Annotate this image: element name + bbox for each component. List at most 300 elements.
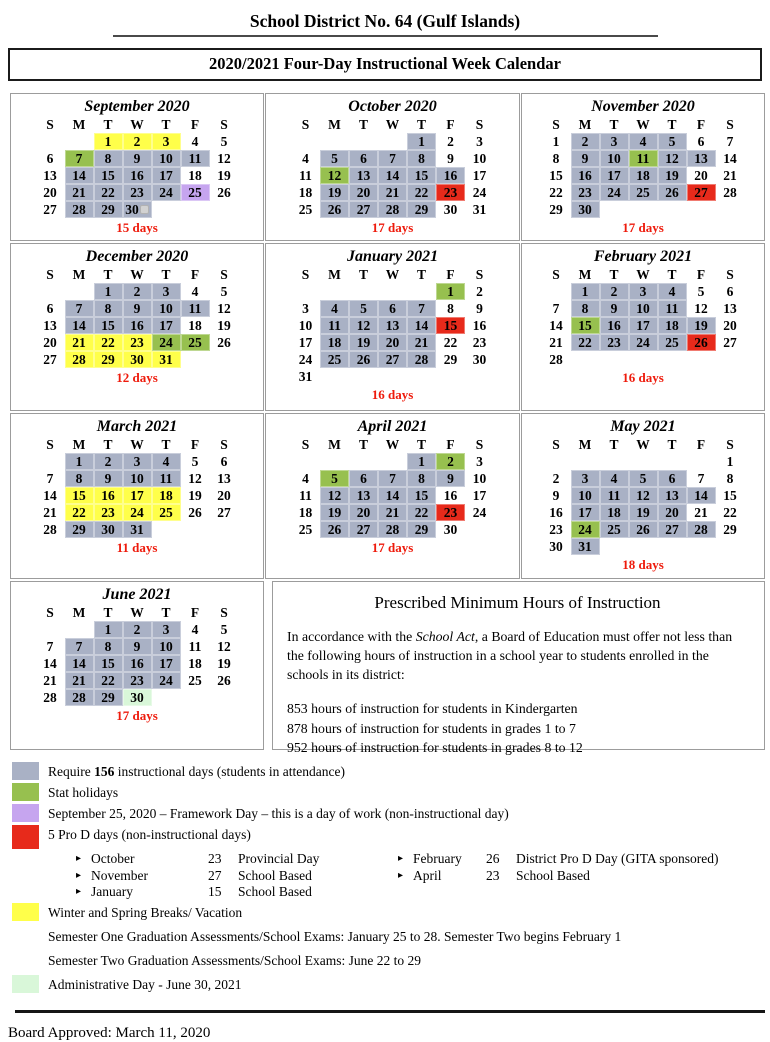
day-cell-instructional-day: 5 <box>658 133 687 150</box>
day-cell-instructional-day: 4 <box>658 283 687 300</box>
hours-para-suffix: , a Board of Education must offer not less than the following hours of instruction in a school year to students enrolled in the schools in its district: <box>287 629 733 682</box>
weekday-header: S <box>220 437 228 452</box>
day-cell <box>210 689 239 706</box>
day-cell-instructional-day: 29 <box>407 201 436 218</box>
day-cell-instructional-day: 28 <box>687 521 716 538</box>
pro-d-description: School Based <box>516 867 590 883</box>
day-cell: 21 <box>43 672 57 688</box>
day-cell: 22 <box>723 504 737 520</box>
day-cell-vacation: 2 <box>123 133 152 150</box>
day-cell-instructional-day: 23 <box>600 334 629 351</box>
title-underline <box>113 35 658 37</box>
week-row <box>291 470 494 487</box>
day-cell: 30 <box>549 538 563 554</box>
day-cell-instructional-day: 23 <box>123 184 152 201</box>
day-cell <box>378 133 407 150</box>
day-cell <box>320 368 349 385</box>
week-row <box>542 300 745 317</box>
weekday-header: W <box>385 267 400 282</box>
pro-d-list-right <box>398 851 770 901</box>
day-cell: 31 <box>472 201 487 217</box>
day-cell <box>320 133 349 150</box>
week-row <box>291 283 494 300</box>
weekday-header: T <box>161 117 171 132</box>
day-cell: 20 <box>43 184 57 200</box>
day-cell-instructional-day: 7 <box>378 150 407 167</box>
day-cell: 17 <box>298 334 313 350</box>
day-cell-instructional-day: 18 <box>600 504 629 521</box>
day-cell-instructional-day: 25 <box>629 184 658 201</box>
pro-d-day-number: 27 <box>208 867 222 883</box>
day-cell: 28 <box>43 521 57 537</box>
hours-para-prefix: In accordance with the <box>287 629 416 644</box>
day-cell-instructional-day: 19 <box>320 184 349 201</box>
day-cell <box>629 351 658 368</box>
weekday-header: T <box>609 437 619 452</box>
month-title: October 2020 <box>348 98 437 115</box>
weekday-header: S <box>726 117 734 132</box>
day-cell-instructional-day: 12 <box>629 487 658 504</box>
comment-marker-icon <box>140 205 149 214</box>
day-cell-instructional-day: 2 <box>123 283 152 300</box>
day-cell-instructional-day: 6 <box>378 300 407 317</box>
week-row <box>291 487 494 504</box>
day-cell-instructional-day: 6 <box>658 470 687 487</box>
day-cell-instructional-day: 6 <box>349 470 378 487</box>
day-cell-instructional-day: 22 <box>407 184 436 201</box>
week-row <box>36 638 239 655</box>
day-cell <box>65 133 94 150</box>
day-cell <box>65 283 94 300</box>
day-cell-instructional-day: 2 <box>571 133 600 150</box>
day-cell-instructional-day: 21 <box>65 184 94 201</box>
day-cell <box>320 283 349 300</box>
day-cell-instructional-day: 14 <box>407 317 436 334</box>
day-cell <box>407 368 436 385</box>
day-cell-instructional-day: 19 <box>349 334 378 351</box>
instructional-days-count: 17 days <box>116 708 158 723</box>
day-cell-instructional-day: 8 <box>65 470 94 487</box>
day-cell-vacation: 22 <box>94 334 123 351</box>
weekday-header: W <box>636 267 650 282</box>
pro-d-item <box>76 884 398 900</box>
district-header <box>0 0 770 37</box>
day-cell-instructional-day: 11 <box>181 300 210 317</box>
hours-title: Prescribed Minimum Hours of Instruction <box>374 593 661 612</box>
day-cell-vacation: 28 <box>65 351 94 368</box>
day-cell: 5 <box>191 453 199 469</box>
week-row <box>291 300 494 317</box>
day-cell: 30 <box>443 521 458 537</box>
day-cell <box>600 201 629 218</box>
instructional-days-count: 17 days <box>371 540 414 555</box>
day-cell-instructional-day: 16 <box>123 655 152 672</box>
day-cell: 26 <box>188 504 202 520</box>
day-cell-instructional-day: 7 <box>407 300 436 317</box>
weekday-header: S <box>475 117 484 132</box>
weekday-header: W <box>385 437 400 452</box>
day-cell-instructional-day: 20 <box>349 504 378 521</box>
calendar-banner <box>8 48 762 81</box>
day-cell-instructional-day: 11 <box>320 317 349 334</box>
day-cell-instructional-day: 29 <box>407 521 436 538</box>
day-cell <box>36 133 65 150</box>
day-cell: 5 <box>220 283 228 299</box>
weekday-header: M <box>72 117 86 132</box>
week-row <box>36 283 239 300</box>
day-cell-instructional-day: 17 <box>571 504 600 521</box>
pro-d-list-left <box>76 851 398 901</box>
day-cell-instructional-day: 16 <box>600 317 629 334</box>
weekday-header: W <box>130 605 144 620</box>
school-act-italic: School Act <box>415 629 475 644</box>
week-row <box>36 351 239 368</box>
day-cell-stat-holiday: 24 <box>571 521 600 538</box>
week-row <box>36 184 239 201</box>
day-cell: 23 <box>472 334 487 350</box>
day-cell-instructional-day: 9 <box>600 300 629 317</box>
day-cell: 2 <box>476 283 483 299</box>
day-cell-instructional-day: 22 <box>571 334 600 351</box>
day-cell-stat-holiday: 11 <box>629 150 658 167</box>
day-cell-vacation: 23 <box>123 334 152 351</box>
day-cell: 10 <box>298 317 313 333</box>
day-cell-instructional-day: 13 <box>349 487 378 504</box>
day-cell-instructional-day: 15 <box>94 655 123 672</box>
day-cell <box>349 133 378 150</box>
day-cell-instructional-day: 3 <box>152 621 181 638</box>
weekday-header: W <box>130 117 144 132</box>
week-row <box>36 504 239 521</box>
day-cell-instructional-day: 25 <box>658 334 687 351</box>
hours-line: 952 hours of instruction for students in grades 8 to 12 <box>287 740 583 756</box>
day-cell <box>687 351 716 368</box>
day-cell <box>658 453 687 470</box>
weekday-header: T <box>103 605 113 620</box>
day-cell <box>152 689 181 706</box>
day-cell-instructional-day: 19 <box>687 317 716 334</box>
semester-one-note: Semester One Graduation Assessments/School Exams: January 25 to 28. Semester Two begins February 1 <box>48 928 622 944</box>
triangle-bullet-icon: ▸ <box>76 853 82 864</box>
day-cell-instructional-day: 27 <box>349 521 378 538</box>
day-cell-stat-holiday: 5 <box>320 470 349 487</box>
day-cell-instructional-day: 16 <box>123 317 152 334</box>
day-cell <box>210 521 239 538</box>
day-cell-pro-d-day: 23 <box>436 184 465 201</box>
month-day-grid <box>542 267 745 368</box>
day-cell-instructional-day: 19 <box>320 504 349 521</box>
weekday-header: W <box>130 437 144 452</box>
day-cell: 4 <box>302 150 309 166</box>
day-cell <box>349 368 378 385</box>
weekday-header: S <box>46 117 54 132</box>
week-row <box>542 470 745 487</box>
month-day-grid <box>542 117 745 218</box>
day-cell <box>542 453 571 470</box>
day-cell: 29 <box>723 521 737 537</box>
day-cell-instructional-day: 17 <box>152 317 181 334</box>
hours-box <box>272 581 765 756</box>
day-cell-vacation: 1 <box>94 133 123 150</box>
day-cell-instructional-day: 25 <box>600 521 629 538</box>
day-cell: 12 <box>188 470 202 486</box>
day-cell <box>571 453 600 470</box>
day-cell: 14 <box>549 317 563 333</box>
day-cell-instructional-day: 1 <box>94 621 123 638</box>
pro-d-day-number: 23 <box>486 867 500 883</box>
day-cell: 9 <box>447 150 454 166</box>
pro-d-day-swatch <box>12 825 39 849</box>
day-cell: 7 <box>46 638 54 654</box>
day-cell: 19 <box>188 487 202 503</box>
day-cell: 20 <box>694 167 708 183</box>
day-cell: 24 <box>472 184 487 200</box>
day-cell-instructional-day: 6 <box>349 150 378 167</box>
day-cell: 23 <box>549 521 563 537</box>
day-cell <box>687 201 716 218</box>
instructional-days-count: 12 days <box>116 370 158 385</box>
legend-label-instructional <box>48 762 345 781</box>
day-cell: 1 <box>726 453 734 469</box>
week-row <box>36 470 239 487</box>
day-cell: 11 <box>299 167 312 183</box>
day-cell: 8 <box>726 470 734 486</box>
day-cell: 22 <box>443 334 458 350</box>
day-cell: 6 <box>46 300 54 316</box>
day-cell <box>181 201 210 218</box>
weekday-header: S <box>220 605 228 620</box>
day-cell: 24 <box>298 351 313 367</box>
day-cell-instructional-day: 21 <box>378 184 407 201</box>
day-cell-instructional-day: 10 <box>152 300 181 317</box>
day-cell-instructional-day: 8 <box>407 470 436 487</box>
month-october-2020 <box>265 93 520 241</box>
day-cell-vacation: 17 <box>123 487 152 504</box>
week-row <box>542 538 745 555</box>
week-row <box>36 133 239 150</box>
day-cell <box>36 621 65 638</box>
weekday-header: T <box>358 117 368 132</box>
day-cell-instructional-day: 1 <box>407 133 436 150</box>
day-cell-instructional-day: 8 <box>94 150 123 167</box>
day-cell <box>36 283 65 300</box>
weekday-header: T <box>667 437 677 452</box>
weekday-header: F <box>190 117 200 132</box>
week-row <box>291 351 494 368</box>
day-cell: 25 <box>298 201 313 217</box>
day-cell: 8 <box>447 300 454 316</box>
day-cell: 18 <box>188 317 202 333</box>
day-cell-instructional-day: 8 <box>94 300 123 317</box>
day-cell-instructional-day: 24 <box>600 184 629 201</box>
month-title: November 2020 <box>591 98 695 115</box>
weekday-header: T <box>103 267 113 282</box>
day-cell-instructional-day: 17 <box>152 655 181 672</box>
day-cell-instructional-day: 28 <box>407 351 436 368</box>
day-cell: 4 <box>191 133 199 149</box>
day-cell-instructional-day: 31 <box>571 538 600 555</box>
day-cell-vacation: 22 <box>65 504 94 521</box>
day-cell: 12 <box>217 150 231 166</box>
day-cell: 14 <box>43 655 57 671</box>
day-cell <box>716 538 745 555</box>
day-cell: 6 <box>220 453 228 469</box>
day-cell: 21 <box>43 504 57 520</box>
day-cell: 19 <box>217 655 231 671</box>
banner-title: 2020/2021 Four-Day Instructional Week Calendar <box>208 54 561 73</box>
day-cell-instructional-day: 18 <box>629 167 658 184</box>
day-cell: 20 <box>217 487 231 503</box>
day-cell-vacation: 30 <box>123 351 152 368</box>
weekday-header: F <box>446 117 455 132</box>
week-row <box>291 167 494 184</box>
day-cell: 6 <box>726 283 734 299</box>
day-cell-instructional-day: 11 <box>181 150 210 167</box>
pro-d-day-number: 26 <box>486 851 500 866</box>
day-cell-instructional-day: 26 <box>320 521 349 538</box>
pro-d-description: District Pro D Day (GITA sponsored) <box>516 851 719 866</box>
day-cell: 26 <box>217 334 231 350</box>
day-cell-vacation: 25 <box>152 504 181 521</box>
pro-d-item <box>398 851 770 867</box>
empty-swatch-spacer <box>12 927 39 945</box>
day-cell: 20 <box>43 334 57 350</box>
day-cell <box>152 521 181 538</box>
day-cell <box>658 351 687 368</box>
day-cell: 12 <box>217 638 231 654</box>
day-cell: 17 <box>472 167 487 183</box>
day-cell-instructional-day: 17 <box>629 317 658 334</box>
day-cell-instructional-day: 8 <box>94 638 123 655</box>
day-cell-instructional-day: 31 <box>123 521 152 538</box>
weekday-header: M <box>72 267 86 282</box>
day-cell: 30 <box>443 201 458 217</box>
day-cell: 21 <box>723 167 737 183</box>
month-day-grid <box>291 117 494 218</box>
day-cell-stat-holiday: 24 <box>152 334 181 351</box>
weekday-header: F <box>696 437 706 452</box>
month-march-2021 <box>10 413 264 579</box>
day-cell-instructional-day: 21 <box>378 504 407 521</box>
day-cell-instructional-day: 22 <box>94 184 123 201</box>
day-cell <box>407 283 436 300</box>
day-cell: 18 <box>298 184 313 200</box>
require-count: 156 <box>94 764 115 779</box>
day-cell-instructional-day: 13 <box>349 167 378 184</box>
administrative-day-swatch <box>12 975 39 993</box>
day-cell-instructional-day: 3 <box>123 453 152 470</box>
day-cell-instructional-day: 3 <box>629 283 658 300</box>
day-cell: 8 <box>552 150 560 166</box>
day-cell-instructional-day: 14 <box>65 317 94 334</box>
day-cell: 26 <box>217 184 231 200</box>
day-cell: 15 <box>723 487 737 503</box>
week-row <box>542 504 745 521</box>
month-title: June 2021 <box>102 586 172 603</box>
day-cell-instructional-day: 21 <box>407 334 436 351</box>
day-cell-vacation: 16 <box>94 487 123 504</box>
weekday-header: W <box>130 267 144 282</box>
month-day-grid <box>36 117 239 218</box>
day-cell-vacation: 31 <box>152 351 181 368</box>
legend-row-vacation <box>12 903 770 922</box>
day-cell-instructional-day: 5 <box>629 470 658 487</box>
day-cell: 19 <box>217 167 231 183</box>
week-row <box>36 201 239 218</box>
day-cell-instructional-day: 1 <box>407 453 436 470</box>
day-cell <box>291 133 320 150</box>
month-day-grid <box>542 437 745 555</box>
month-title: December 2020 <box>85 248 189 265</box>
day-cell: 29 <box>549 201 563 217</box>
day-cell-instructional-day: 24 <box>152 672 181 689</box>
weekday-header: F <box>446 437 455 452</box>
day-cell: 9 <box>552 487 560 503</box>
weekday-header: S <box>552 437 560 452</box>
day-cell-instructional-day: 9 <box>94 470 123 487</box>
day-cell: 22 <box>549 184 563 200</box>
weekday-header: W <box>636 117 650 132</box>
day-cell-instructional-day: 28 <box>65 201 94 218</box>
day-cell <box>181 689 210 706</box>
month-title: May 2021 <box>610 418 676 435</box>
triangle-bullet-icon: ▸ <box>76 886 82 897</box>
weekday-header: F <box>696 267 706 282</box>
weekday-header: F <box>190 605 200 620</box>
day-cell: 27 <box>217 504 231 520</box>
legend-row-instructional <box>12 762 770 781</box>
day-cell: 26 <box>217 672 231 688</box>
day-cell-instructional-day: 8 <box>571 300 600 317</box>
week-row <box>291 334 494 351</box>
day-cell <box>600 351 629 368</box>
day-cell-framework-day: 25 <box>181 184 210 201</box>
hours-paragraph <box>287 628 748 684</box>
month-day-grid <box>36 267 239 368</box>
pro-d-description: School Based <box>238 867 312 883</box>
weekday-header: T <box>667 117 677 132</box>
weekday-header: S <box>552 267 560 282</box>
day-cell: 27 <box>43 351 57 367</box>
require-suffix: instructional days (students in attendance) <box>114 764 345 779</box>
day-cell-instructional-day: 23 <box>123 672 152 689</box>
weekday-header: S <box>220 117 228 132</box>
week-row <box>36 317 239 334</box>
day-cell: 24 <box>472 504 487 520</box>
day-cell-instructional-day: 13 <box>687 150 716 167</box>
day-cell-instructional-day: 29 <box>65 521 94 538</box>
month-september-2020 <box>10 93 264 241</box>
triangle-bullet-icon: ▸ <box>398 853 404 864</box>
day-cell-instructional-day: 26 <box>349 351 378 368</box>
weekday-header: T <box>161 437 171 452</box>
day-cell-instructional-day: 4 <box>600 470 629 487</box>
month-june-2021 <box>10 581 264 750</box>
day-cell-instructional-day: 2 <box>123 621 152 638</box>
day-cell: 13 <box>43 317 57 333</box>
day-cell-instructional-day: 25 <box>320 351 349 368</box>
day-cell-instructional-day: 22 <box>94 672 123 689</box>
weekday-header: T <box>416 437 426 452</box>
week-row <box>542 184 745 201</box>
pro-d-month: January <box>91 884 133 899</box>
day-cell-instructional-day: 26 <box>658 184 687 201</box>
day-cell-vacation: 15 <box>65 487 94 504</box>
day-cell-instructional-day: 20 <box>658 504 687 521</box>
month-may-2021 <box>521 413 765 579</box>
day-cell-instructional-day: 5 <box>320 150 349 167</box>
weekday-header: T <box>161 605 171 620</box>
